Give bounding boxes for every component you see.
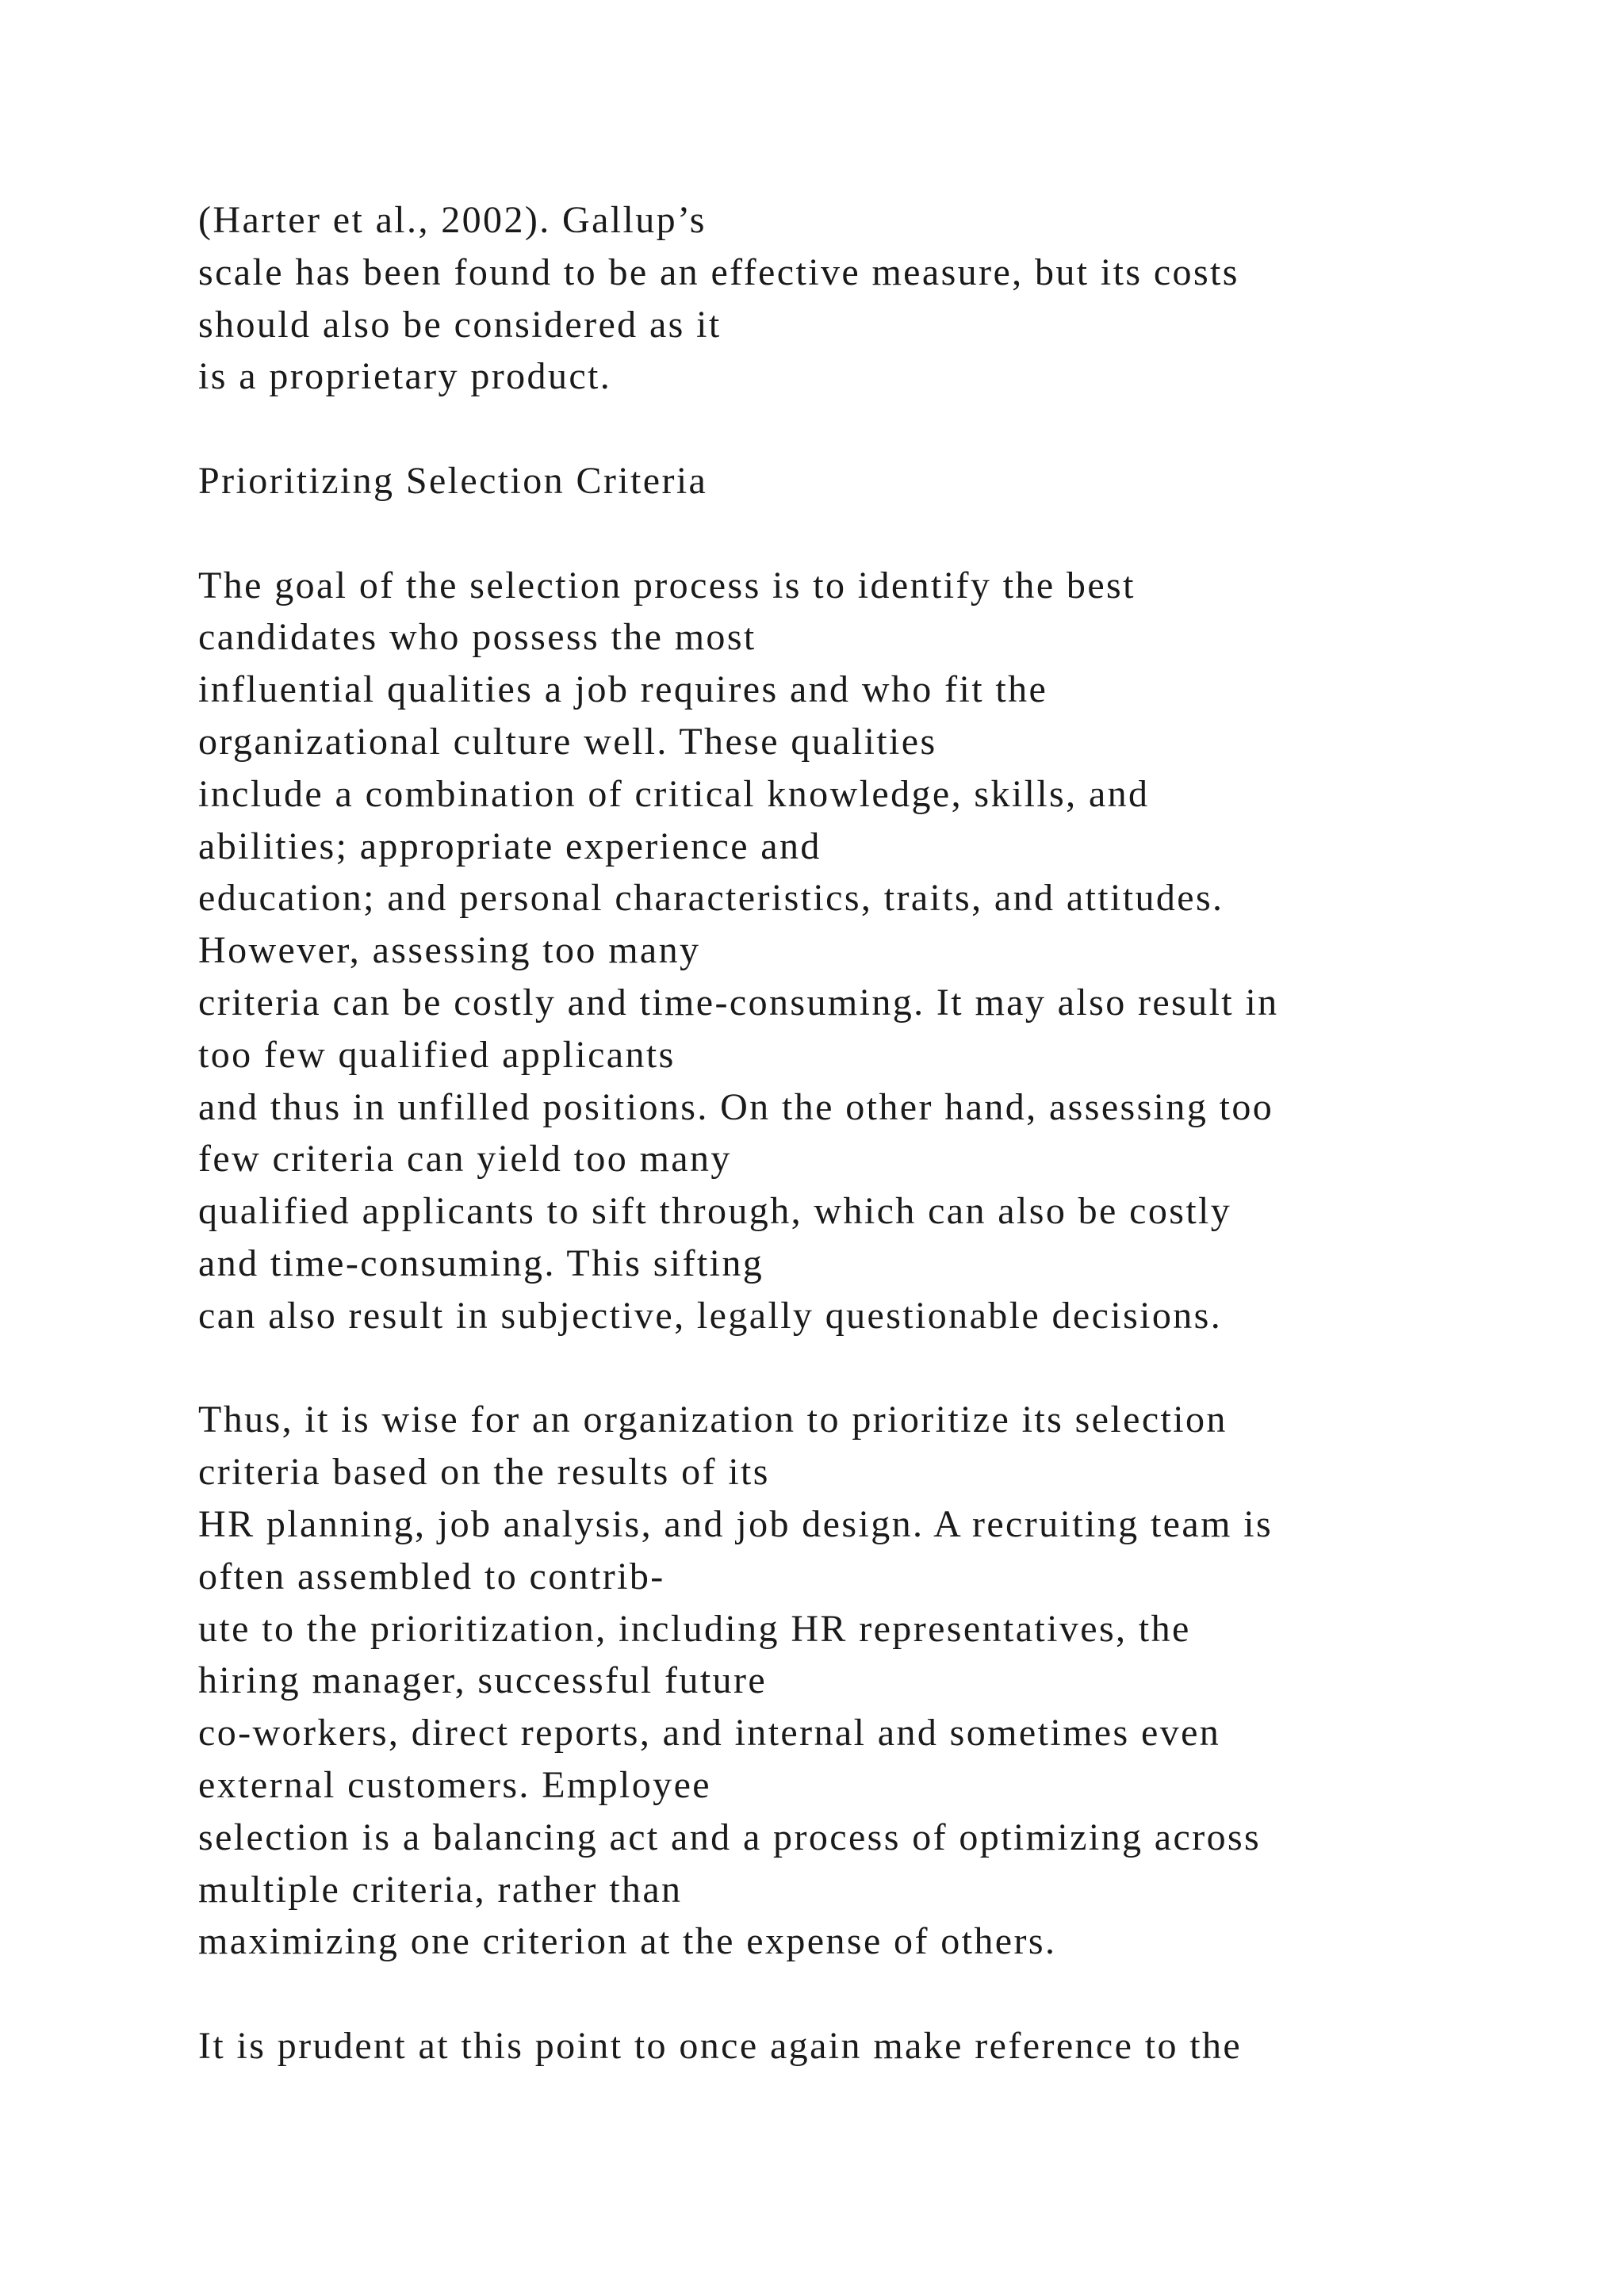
text-line: is a proprietary product.: [198, 355, 612, 398]
text-line: criteria based on the results of its: [198, 1451, 770, 1494]
text-line: maximizing one criterion at the expense of others.: [198, 1920, 1057, 1963]
text-line: multiple criteria, rather than: [198, 1868, 683, 1911]
text-line: organizational culture well. These qualities: [198, 720, 937, 763]
text-line: qualified applicants to sift through, which can also be costly: [198, 1190, 1232, 1233]
text-line: few criteria can yield too many: [198, 1138, 732, 1181]
text-line: abilities; appropriate experience and: [198, 825, 822, 867]
text-line: often assembled to contrib-: [198, 1555, 665, 1598]
text-line: candidates who possess the most: [198, 616, 756, 659]
text-line: ute to the prioritization, including HR representatives, the: [198, 1607, 1191, 1650]
text-line: co-workers, direct reports, and internal and sometimes even: [198, 1712, 1221, 1755]
text-line: can also result in subjective, legally questionable decisions.: [198, 1294, 1223, 1337]
text-line: selection is a balancing act and a process of optimizing across: [198, 1816, 1262, 1858]
blank-line: [198, 1968, 1507, 2020]
text-line: and time-consuming. This sifting: [198, 1242, 764, 1284]
blank-line: [198, 507, 1507, 560]
text-line: hiring manager, successful future: [198, 1659, 768, 1702]
text-line: However, assessing too many: [198, 929, 701, 972]
text-line: include a combination of critical knowledge, skills, and: [198, 772, 1150, 815]
text-line: should also be considered as it: [198, 303, 722, 346]
text-line: criteria can be costly and time-consuming. It may also result in: [198, 981, 1279, 1024]
blank-line: [198, 1342, 1507, 1395]
text-line: It is prudent at this point to once again make reference to the: [198, 2024, 1243, 2067]
text-line: Thus, it is wise for an organization to prioritize its selection: [198, 1399, 1228, 1441]
text-line: too few qualified applicants: [198, 1033, 676, 1076]
text-line: The goal of the selection process is to identify the best: [198, 564, 1136, 607]
text-line: education; and personal characteristics, traits, and attitudes.: [198, 877, 1224, 920]
blank-line: [198, 403, 1507, 455]
text-line: Prioritizing Selection Criteria: [198, 459, 708, 502]
text-line: scale has been found to be an effective measure, but its costs: [198, 251, 1239, 293]
text-line: influential qualities a job requires and who fit the: [198, 668, 1048, 711]
document-body: [198, 194, 1507, 2072]
text-line: (Harter et al., 2002). Gallup’s: [198, 199, 707, 241]
text-line: and thus in unfilled positions. On the other hand, assessing too: [198, 1085, 1274, 1128]
text-line: HR planning, job analysis, and job design. A recruiting team is: [198, 1502, 1274, 1545]
text-line: external customers. Employee: [198, 1763, 711, 1806]
